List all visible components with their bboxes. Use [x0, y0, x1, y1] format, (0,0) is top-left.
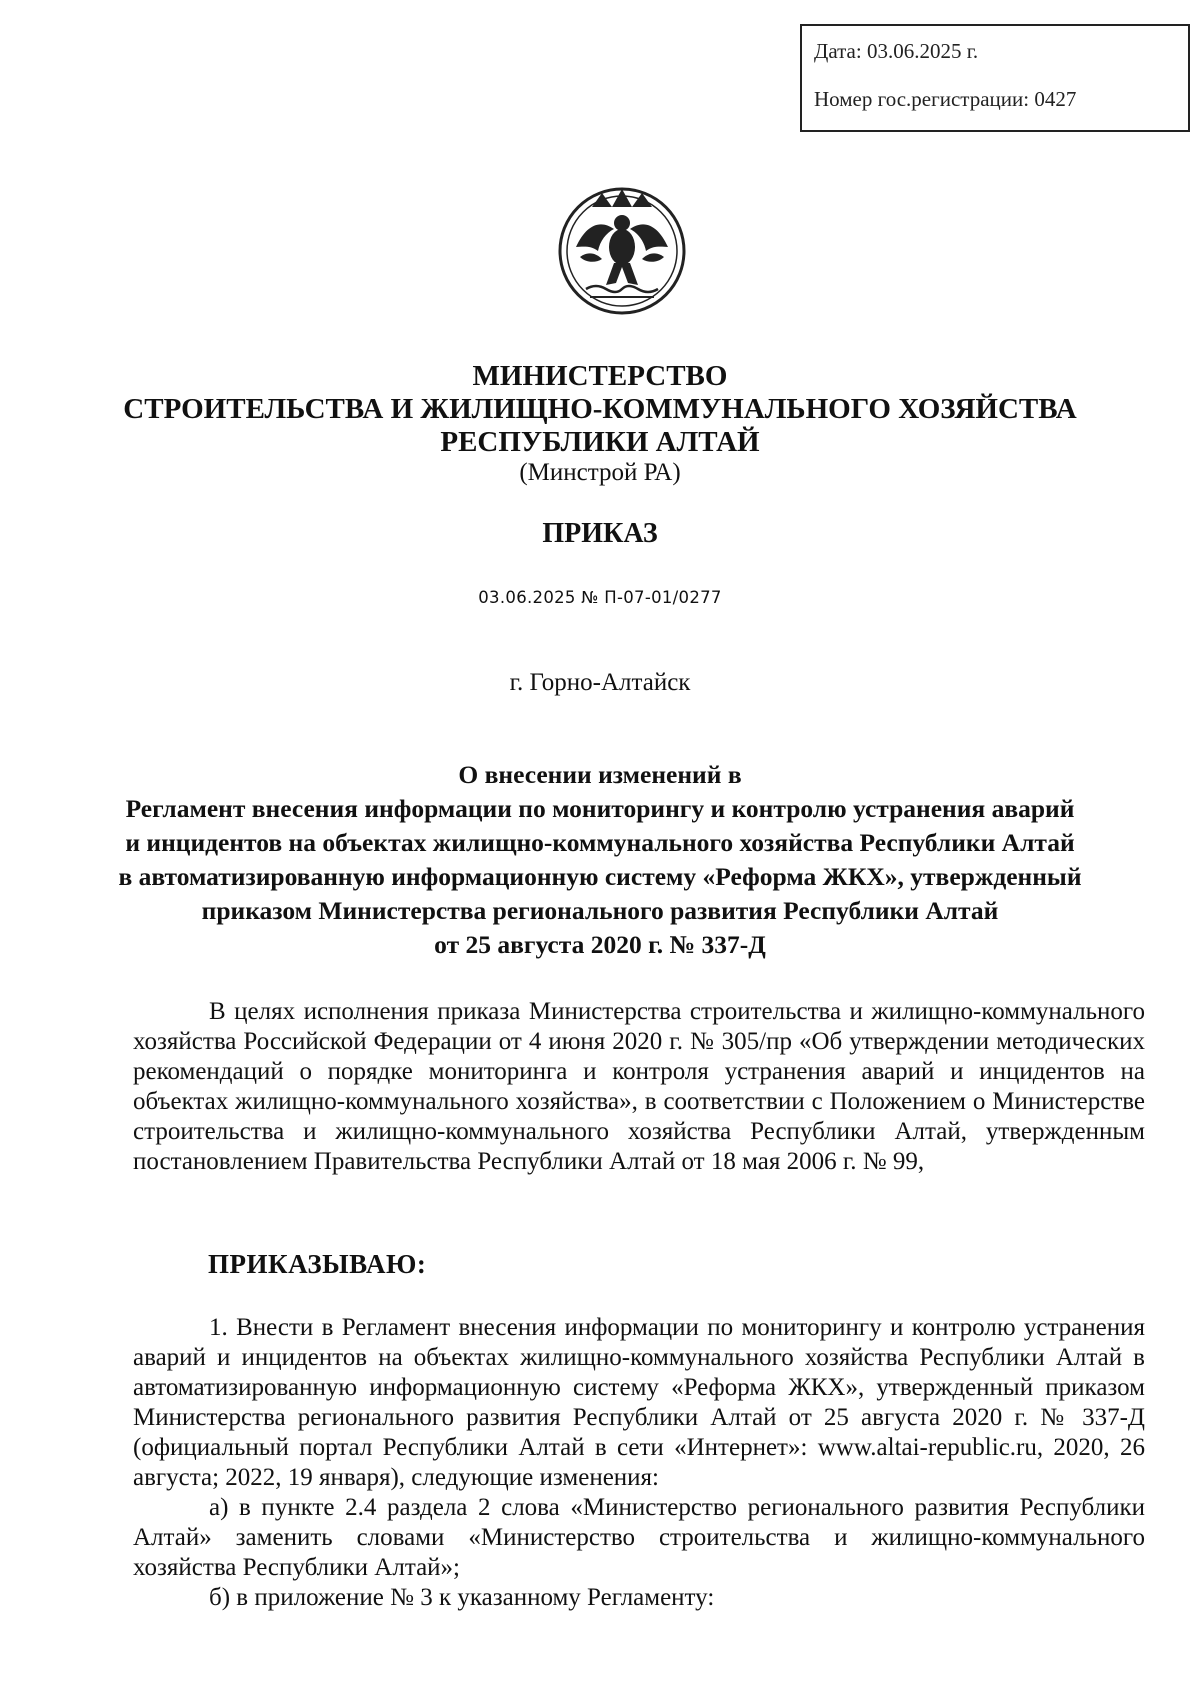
subject-line-2: Регламент внесения информации по мониторингу и контролю устранения аварий — [125, 794, 1075, 823]
item-a: а) в пункте 2.4 раздела 2 слова «Министерство регионального развития Республики Алтай» заменить словами «Министерство строительства и жилищно-коммунального хозяйства Республики Алтай»; — [133, 1494, 1145, 1581]
subject-line-4: в автоматизированную информационную систему «Реформа ЖКХ», утвержденный — [118, 862, 1082, 891]
city: г. Горно-Алтайск — [509, 669, 691, 696]
subject-line-5: приказом Министерства регионального развития Республики Алтай — [201, 896, 999, 925]
preamble-paragraph: В целях исполнения приказа Министерства строительства и жилищно-коммунального хозяйства Российской Федерации от 4 июня 2020 г. № 305/пр «Об утверждении методических рекомендаций о порядке мониторинга и контроля устранения аварий и инцидентов на объектах жилищно-коммунального хозяйства», в соответствии с Положением о Министерстве строительства и жилищно-коммунального хозяйства Республики Алтай, утвержденным постановлением Правительства Республики Алтай от 18 мая 2006 г. № 99, — [133, 998, 1145, 1175]
order-items — [133, 1313, 1145, 1613]
order-date-number: 03.06.2025 № П-07-01/0277 — [478, 588, 722, 607]
ministry-line-2: СТРОИТЕЛЬСТВА И ЖИЛИЩНО-КОММУНАЛЬНОГО ХОЗЯЙСТВА — [123, 393, 1077, 425]
subject-line-6: от 25 августа 2020 г. № 337-Д — [434, 930, 766, 959]
subject-line-3: и инцидентов на объектах жилищно-коммунального хозяйства Республики Алтай — [125, 828, 1075, 857]
subject-line-1: О внесении изменений в — [458, 760, 742, 789]
registration-stamp-box — [800, 24, 1190, 132]
ministry-abbreviation: (Минстрой РА) — [519, 459, 681, 486]
ministry-line-1: МИНИСТЕРСТВО — [472, 360, 728, 392]
registration-date: Дата: 03.06.2025 г. — [814, 39, 979, 63]
ministry-name — [0, 360, 1200, 459]
item-b: б) в приложение № 3 к указанному Регламенту: — [209, 1584, 715, 1611]
order-subject — [0, 758, 1200, 962]
coat-of-arms-altai-icon — [556, 185, 688, 317]
document-type: ПРИКАЗ — [542, 518, 658, 549]
order-word: ПРИКАЗЫВАЮ: — [208, 1249, 427, 1279]
ministry-line-3: РЕСПУБЛИКИ АЛТАЙ — [440, 426, 760, 458]
item-1: 1. Внести в Регламент внесения информации по мониторингу и контролю устранения аварий и инцидентов на объектах жилищно-коммунального хозяйства Республики Алтай в автоматизированную информационную систему «Реформа ЖКХ», утвержденный приказом Министерства регионального развития Республики Алтай от 25 августа 2020 г. № 337-Д (официальный портал Республики Алтай в сети «Интернет»: www.altai-republic.ru, 2020, 26 августа; 2022, 19 января), следующие изменения: — [133, 1314, 1145, 1491]
registration-number: Номер гос.регистрации: 0427 — [814, 87, 1077, 111]
